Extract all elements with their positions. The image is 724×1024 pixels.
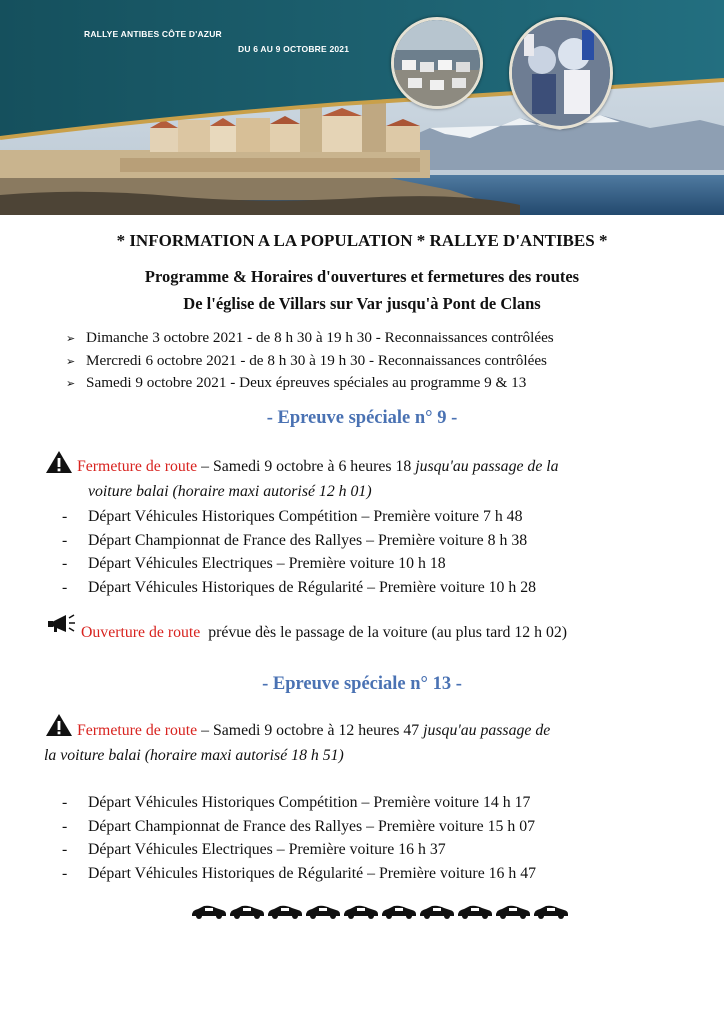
closure-text: – Samedi 9 octobre à 12 heures 47 <box>197 722 424 739</box>
bullet-text: Mercredi 6 octobre 2021 - de 8 h 30 à 19 h 30 - Reconnaissances contrôlées <box>86 351 547 369</box>
list-item: - Départ Véhicules Historiques Compétition – Première voiture 14 h 17 <box>62 794 531 811</box>
es13-departures-list <box>62 794 536 888</box>
page-title: * INFORMATION A LA POPULATION * RALLYE D'ANTIBES * <box>116 231 608 250</box>
departure-text: Départ Véhicules Historiques Compétition – Première voiture 14 h 17 <box>88 794 531 811</box>
rally-celebration-photo <box>509 17 613 129</box>
megaphone-icon <box>46 612 76 636</box>
arrow-bullet-icon: ➢ <box>66 333 76 345</box>
departure-text: Départ Véhicules Historiques de Régularité – Première voiture 10 h 28 <box>88 578 537 596</box>
departure-text: Départ Championnat de France des Rallyes – Première voiture 8 h 38 <box>88 531 528 549</box>
header-banner <box>0 0 724 215</box>
departure-text: Départ Véhicules Electriques – Première voiture 16 h 37 <box>88 841 446 858</box>
departure-text: Départ Véhicules Historiques Compétition – Première voiture 7 h 48 <box>88 508 523 525</box>
closure-label: Fermeture de route <box>77 722 198 739</box>
section-title-es13: - Epreuve spéciale n° 13 - <box>262 674 462 694</box>
opening-label: Ouverture de route <box>81 624 201 641</box>
subtitle-line-1: Programme & Horaires d'ouvertures et fermetures des routes <box>144 267 580 286</box>
closure-text: – Samedi 9 octobre à 6 heures 18 <box>197 458 416 475</box>
es13-closure-line-1 <box>77 722 550 740</box>
arrow-bullet-icon: ➢ <box>66 355 76 368</box>
list-item: - Départ Véhicules Historiques de Régularité – Première voiture 16 h 47 <box>62 864 537 882</box>
bullet-text: Samedi 9 octobre 2021 - Deux épreuves spéciales au programme 9 & 13 <box>86 374 527 391</box>
list-item: - Départ Championnat de France des Rallyes – Première voiture 15 h 07 <box>62 817 536 835</box>
list-item: - Départ Véhicules Historiques Compétition – Première voiture 7 h 48 <box>62 508 523 525</box>
list-item <box>66 374 554 397</box>
es9-opening-line <box>81 624 567 642</box>
warning-triangle-icon <box>45 450 73 474</box>
list-item: - Départ Championnat de France des Rallyes – Première voiture 8 h 38 <box>62 531 528 549</box>
list-item: - Départ Véhicules Electriques – Première voiture 10 h 18 <box>62 555 446 572</box>
schedule-bullet-list <box>66 329 554 397</box>
opening-text: prévue dès le passage de la voiture (au plus tard 12 h 02) <box>200 624 568 641</box>
closure-italic-text: jusqu'au passage de <box>423 722 551 739</box>
list-item: - Départ Véhicules Historiques de Régularité – Première voiture 10 h 28 <box>62 578 537 596</box>
es9-closure-line-2: voiture balai (horaire maxi autorisé 12 h 01) <box>88 483 372 500</box>
arrow-bullet-icon: ➢ <box>66 378 76 390</box>
car-row-icon <box>190 902 580 920</box>
list-item: - Départ Véhicules Electriques – Première voiture 16 h 37 <box>62 841 446 858</box>
departure-text: Départ Championnat de France des Rallyes – Première voiture 15 h 07 <box>88 817 536 835</box>
bullet-text: Dimanche 3 octobre 2021 - de 8 h 30 à 19 h 30 - Reconnaissances contrôlées <box>86 329 554 346</box>
departure-text: Départ Véhicules Electriques – Première voiture 10 h 18 <box>88 555 446 572</box>
departure-text: Départ Véhicules Historiques de Régularité – Première voiture 16 h 47 <box>88 864 537 882</box>
closure-italic-text: jusqu'au passage de la <box>415 458 559 475</box>
event-dates: DU 6 AU 9 OCTOBRE 2021 <box>238 44 350 54</box>
list-item <box>66 352 554 375</box>
es9-departures-list <box>62 508 536 602</box>
section-title-es9: - Epreuve spéciale n° 9 - <box>266 408 458 428</box>
parked-cars-photo <box>391 17 483 109</box>
es13-closure-line-2: la voiture balai (horaire maxi autorisé 18 h 51) <box>44 747 344 764</box>
event-name: RALLYE ANTIBES CÔTE D'AZUR <box>84 29 222 39</box>
es9-closure-line-1 <box>77 458 559 476</box>
list-item <box>66 329 554 352</box>
subtitle-line-2: De l'église de Villars sur Var jusqu'à Pont de Clans <box>183 294 541 313</box>
warning-triangle-icon <box>45 713 73 737</box>
closure-label: Fermeture de route <box>77 458 198 475</box>
